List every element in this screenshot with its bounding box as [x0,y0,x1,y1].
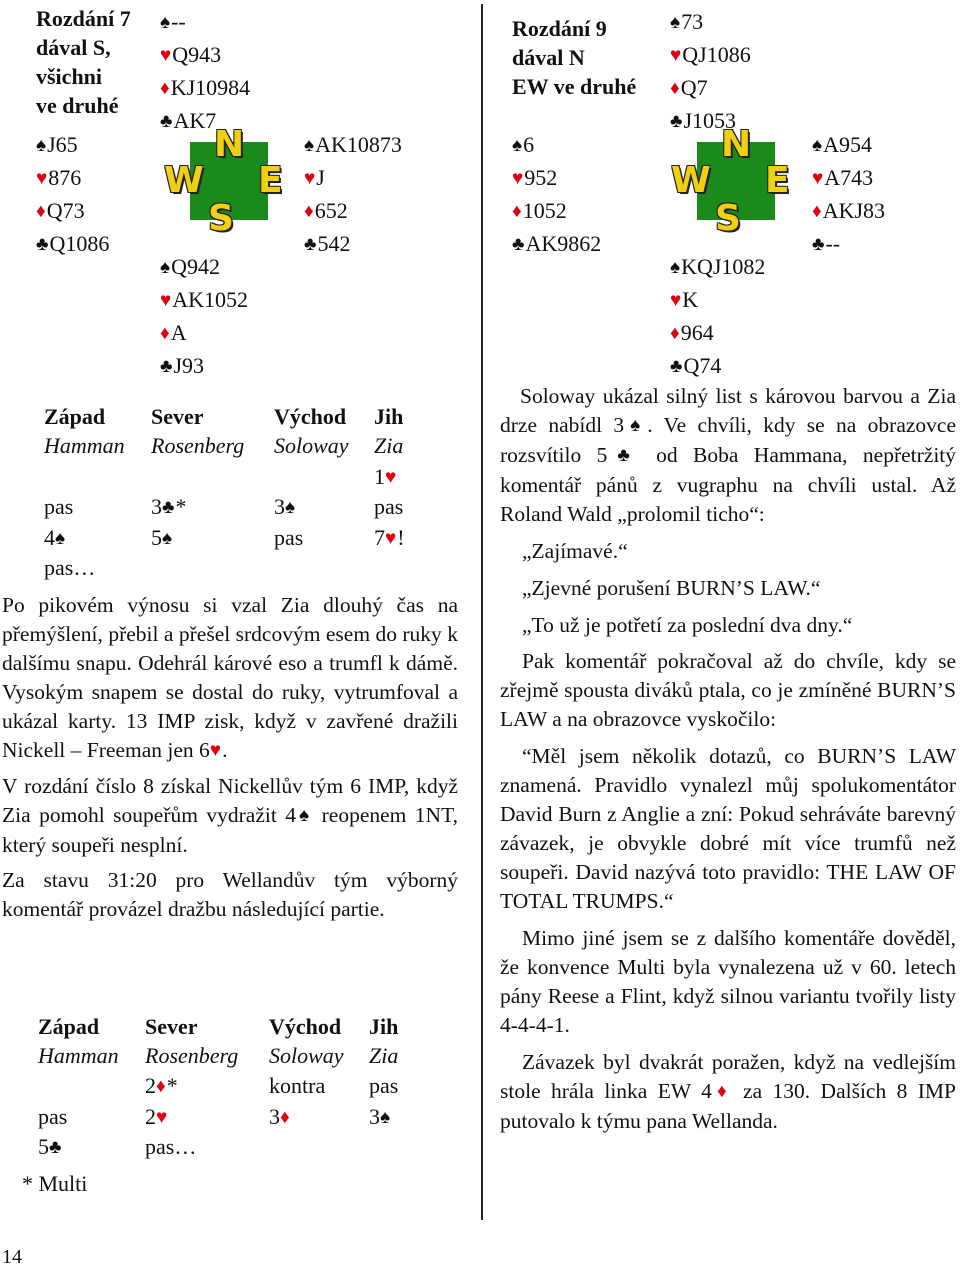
diamond-icon: ♦ [156,1076,166,1097]
club-icon: ♣ [670,356,683,377]
heart-icon: ♥ [36,168,48,189]
bid [374,462,397,494]
spade-icon: ♠ [670,12,681,33]
spade-icon: ♠ [55,528,66,549]
deal7-north-hand [160,6,250,138]
deal7-title-line: Rozdání 7 [36,6,131,31]
diamond-icon: ♦ [711,1081,732,1102]
diamond-icon: ♦ [812,201,822,222]
paragraph [2,772,458,860]
bid [274,492,296,524]
auction-player: Rosenberg [145,1043,239,1068]
holding: J [316,165,325,190]
deal9-north-hand [670,6,751,138]
deal7-south-hand [160,251,248,383]
deal9-auction-table [22,1012,458,1202]
bid-level: 7 [374,525,385,550]
bid-level: 3 [269,1104,280,1129]
deal7-title-line: všichni [36,64,103,89]
holding: AK7 [173,108,217,133]
compass-north-letter: N [721,124,752,165]
holding: -- [825,231,841,256]
club-icon: ♣ [36,234,49,255]
holding: 964 [680,320,714,345]
deal9-east-hand [812,129,885,261]
spade-icon: ♠ [160,257,171,278]
deal7-title [36,4,131,120]
quote-line: „To už je potřetí za poslední dva dny.“ [522,613,853,637]
bid: pas [369,1073,399,1098]
page-number: 14 [2,1246,22,1268]
club-icon: ♣ [607,445,640,466]
paragraph [500,382,956,529]
auction-player: Soloway [269,1043,344,1068]
text: Po pikovém výnosu si vzal Zia dlouhý čas na přemýšlení, přebil a přešel srdcovým esem do ruky k dalšímu snapu. Odehrál kárové eso a trumfl k dámě. Vysokým snapem se dostal do ruky, vytrumfoval a ukázal karty. 13 IMP zisk, když v zavřené dražili Nickell – Freeman jen 6 [2,593,458,762]
bid-note: ! [397,525,405,550]
bid [369,1102,391,1134]
diamond-icon: ♦ [512,201,522,222]
compass-east-letter: E [258,160,283,201]
holding: AK10873 [315,132,402,157]
auction-player: Zia [369,1043,399,1068]
holding: 73 [681,9,704,34]
text: za 130. Dalších 8 IMP putovalo k týmu pana Wellanda. [500,1079,956,1133]
bid: kontra [269,1073,326,1098]
holding: KJ10984 [170,75,251,100]
holding: Q1086 [49,231,110,256]
deal7-commentary [2,591,458,924]
compass-west-letter: W [671,160,711,201]
auction-header: Jih [369,1014,399,1039]
spade-icon: ♠ [812,135,823,156]
auction-header: Jih [374,404,404,429]
heart-icon: ♥ [160,45,172,66]
text: . [222,738,228,762]
spade-icon: ♠ [296,805,313,826]
auction-player: Hamman [38,1043,119,1068]
holding: 6 [523,132,535,157]
quote-line: „Zjevné porušení BURN’S LAW.“ [522,576,821,600]
auction-footnote: * Multi [22,1171,88,1196]
auction-header: Sever [145,1014,198,1039]
holding: Q943 [172,42,222,67]
club-icon: ♣ [160,356,173,377]
deal7-title-line: dával S, [36,35,111,60]
holding: 652 [314,198,348,223]
holding: AKJ83 [822,198,886,223]
bid [269,1102,291,1134]
text: od Boba Hammana, nepřetržitý komentář pánů z vugraphu na chvíli ustal. Až Roland Wald „prolomil ticho“: [500,443,957,526]
club-icon: ♣ [160,111,173,132]
auction-player: Rosenberg [151,433,245,458]
diamond-icon: ♦ [36,201,46,222]
club-icon: ♣ [512,234,525,255]
heart-icon: ♥ [385,467,397,488]
paragraph: Za stavu 31:20 pro Wellandův tým výborný komentář provázel dražbu následující partie. [2,868,458,921]
compass-west-letter: W [164,160,204,201]
bid [44,523,66,555]
bid [38,1132,62,1164]
text: reopenem 1NT, který soupeři nesplní. [2,803,458,857]
heart-icon: ♥ [670,45,682,66]
paragraph [2,591,458,766]
holding: J93 [173,353,205,378]
spade-icon: ♠ [285,497,296,518]
auction-header: Sever [151,404,204,429]
bid: pas [274,525,304,550]
heart-icon: ♥ [209,740,222,761]
diamond-icon: ♦ [160,78,170,99]
deal7-compass [162,124,296,248]
bid-level: 3 [151,494,162,519]
spade-icon: ♠ [36,135,47,156]
bid-level: 2 [145,1073,156,1098]
heart-icon: ♥ [156,1107,168,1128]
holding: A [170,320,187,345]
auction-player: Zia [374,433,404,458]
club-icon: ♣ [49,1137,62,1158]
bid-level: 2 [145,1104,156,1129]
bid-level: 4 [44,525,55,550]
paragraph: Pak komentář pokračoval až do chvíle, kdy se zřejmě spousta diváků ptala, co je zmíněné BURN’S LAW a na obrazovce vyskočilo: [500,649,956,731]
deal9-west-hand [512,129,601,261]
spade-icon: ♠ [624,415,647,436]
diamond-icon: ♦ [670,323,680,344]
holding: KQJ1082 [681,254,766,279]
diamond-icon: ♦ [160,323,170,344]
spade-icon: ♠ [670,257,681,278]
bid [145,1071,178,1103]
heart-icon: ♥ [304,168,316,189]
bid [145,1102,168,1134]
holding: Q73 [46,198,85,223]
bid-level: 3 [274,494,285,519]
spade-icon: ♠ [304,135,315,156]
holding: J65 [47,132,78,157]
compass-south-letter: S [208,198,234,239]
auction-player: Hamman [44,433,125,458]
auction-header: Západ [44,404,106,429]
diamond-icon: ♦ [304,201,314,222]
holding: 542 [317,231,351,256]
bid [374,523,405,555]
holding: K [682,287,699,312]
heart-icon: ♥ [512,168,524,189]
text: . Ve chvíli, kdy se na obrazovce rozsvítilo 5 [500,413,956,467]
heart-icon: ♥ [160,290,172,311]
holding: Q942 [171,254,220,279]
deal9-title [512,14,636,101]
column-divider [481,4,483,1220]
holding: A954 [823,132,872,157]
spade-icon: ♠ [380,1107,391,1128]
text: Soloway ukázal silný list s károvou barvou a Zia drze nabídl 3 [500,384,956,437]
holding: -- [171,9,186,34]
deal9-south-hand [670,251,765,383]
auction-player: Soloway [274,433,349,458]
holding: A743 [824,165,874,190]
deal7-title-line: ve druhé [36,93,119,118]
holding: 952 [524,165,558,190]
bid: pas [44,494,74,519]
holding: AK1052 [172,287,249,312]
bid-level: 3 [369,1104,380,1129]
auction-header: Západ [38,1014,100,1039]
bid: pas… [44,555,96,580]
deal9-title-line: Rozdání 9 [512,16,607,41]
compass-north-letter: N [214,124,245,165]
deal9-compass [669,124,803,248]
diamond-icon: ♦ [280,1107,290,1128]
heart-icon: ♥ [385,528,397,549]
deal9-title-line: dával N [512,45,585,70]
deal7-east-hand [304,129,402,261]
paragraph: “Měl jsem několik dotazů, co BURN’S LAW znamená. Pravidlo vynalezl můj spolukomentátor David Burn z Anglie a zní: Pokud sehráváte barevný závazek, je obvykle dobré mít více trumfů než soupeři. David nazývá toto pravidlo: THE LAW OF TOTAL TRUMPS.“ [500,744,956,913]
bid: pas [374,494,404,519]
bid-level: 5 [38,1134,49,1159]
spade-icon: ♠ [160,12,171,33]
auction-header: Východ [269,1014,342,1039]
holding: 1052 [522,198,567,223]
holding: 876 [48,165,82,190]
holding: Q74 [683,353,722,378]
compass-south-letter: S [715,198,741,239]
holding: AK9862 [525,231,602,256]
deal7-west-hand [36,129,109,261]
compass-east-letter: E [765,160,790,201]
club-icon: ♣ [670,111,683,132]
paragraph: Mimo jiné jsem se z dalšího komentáře dověděl, že konvence Multi byla vynalezena už v 60. letech pány Reese a Flint, když silnou variantu tvořily listy 4-4-4-1. [500,926,956,1037]
bid: pas [38,1104,68,1129]
deal9-title-line: EW ve druhé [512,74,637,99]
text: Závazek byl dvakrát poražen, když na vedlejším stole hrála linka EW 4 [500,1050,956,1103]
text: V rozdání číslo 8 získal Nickellův tým 6 IMP, když Zia pomohl soupeřům vydražit 4 [2,774,458,827]
quote-line: „Zajímavé.“ [522,539,628,563]
deal7-auction-table [44,402,444,582]
club-icon: ♣ [812,234,825,255]
heart-icon: ♥ [812,168,824,189]
bid [151,523,173,555]
paragraph [500,1048,956,1136]
bid-level: 1 [374,464,385,489]
deal9-commentary [500,382,956,1136]
holding: J1053 [683,108,737,133]
holding: QJ1086 [682,42,751,67]
bid: pas… [145,1134,197,1159]
club-icon: ♣ [304,234,317,255]
heart-icon: ♥ [670,290,682,311]
bid-level: 5 [151,525,162,550]
bid-note: * [166,1073,178,1098]
holding: Q7 [680,75,708,100]
bid-note: * [175,494,187,519]
bid [151,492,186,524]
diamond-icon: ♦ [670,78,680,99]
club-icon: ♣ [162,497,175,518]
spade-icon: ♠ [162,528,173,549]
spade-icon: ♠ [512,135,523,156]
auction-header: Východ [274,404,347,429]
